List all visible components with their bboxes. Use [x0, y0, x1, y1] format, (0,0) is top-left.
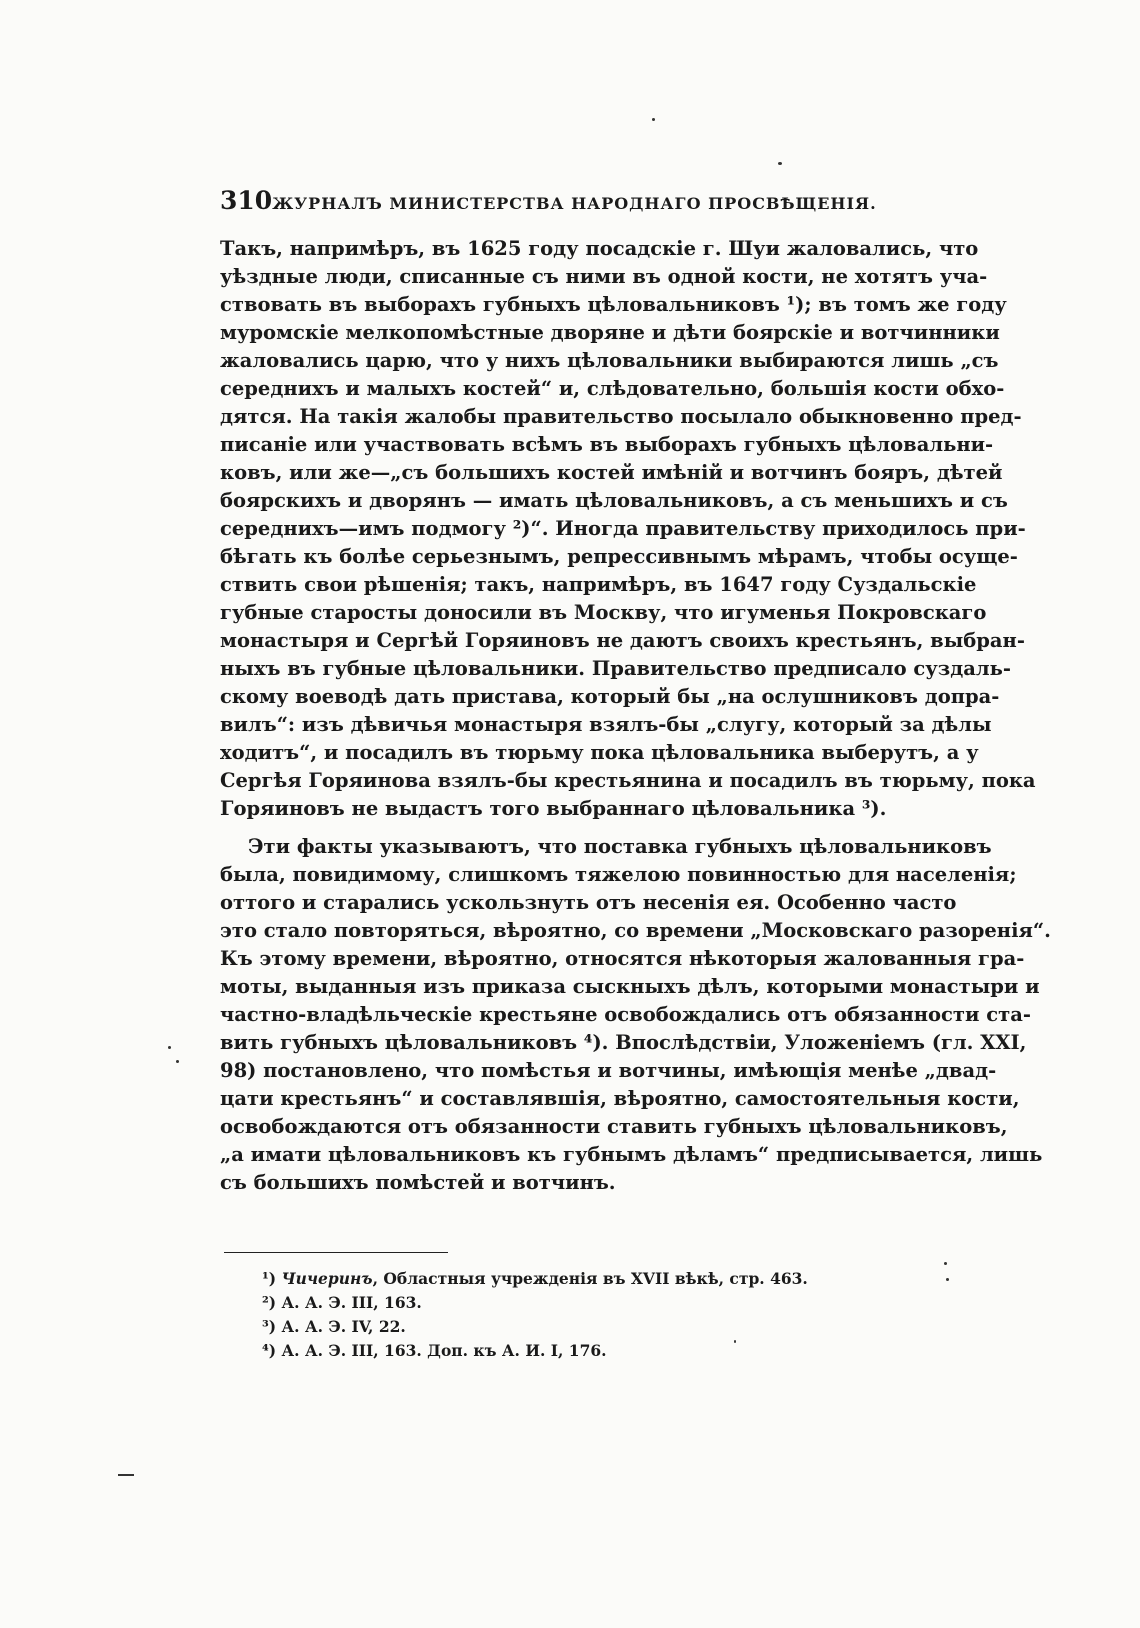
running-head-title: ЖУРНАЛЪ МИНИСТЕРСТВА НАРОДНАГО ПРОСВѢЩЕНІЯ. — [272, 194, 877, 213]
footnote-4 — [262, 1340, 607, 1362]
body-line: скому воеводѣ дать пристава, который бы „на ослушниковъ допра- — [220, 685, 1000, 708]
body-line: вить губныхъ цѣловальниковъ ⁴). Впослѣдствіи, Уложеніемъ (гл. XXI, — [220, 1031, 1027, 1054]
footnote-author: Чичеринъ — [281, 1269, 373, 1288]
body-line: ствить свои рѣшенія; такъ, напримѣръ, въ 1647 году Суздальскіе — [220, 573, 977, 596]
body-line: ныхъ въ губные цѣловальники. Правительство предписало суздаль- — [220, 657, 1011, 680]
footnote-2 — [262, 1292, 422, 1314]
body-line: середнихъ и малыхъ костей“ и, слѣдовательно, большія кости обхо- — [220, 377, 1005, 400]
body-line: это стало повторяться, вѣроятно, со времени „Московскаго разоренія“. — [220, 919, 1051, 942]
body-line: уѣздные люди, списанные съ ними въ одной кости, не хотятъ уча- — [220, 265, 988, 288]
body-line: муромскіе мелкопомѣстные дворяне и дѣти боярскіе и вотчинники — [220, 321, 1000, 344]
scan-speck — [946, 1278, 949, 1281]
body-line: 98) постановлено, что помѣстья и вотчины, имѣющія менѣе „двад- — [220, 1059, 997, 1082]
footnote-text: А. А. Э. IV, 22. — [281, 1317, 406, 1336]
scan-speck — [944, 1262, 947, 1265]
footnote-text: , Областныя учрежденія въ XVII вѣкѣ, стр. 463. — [372, 1269, 808, 1288]
footnote-1 — [262, 1268, 808, 1290]
footnote-marker: ¹) — [262, 1269, 277, 1288]
body-line: вилъ“: изъ дѣвичья монастыря взялъ-бы „слугу, который за дѣлы — [220, 713, 992, 736]
footnote-text: А. А. Э. III, 163. — [281, 1293, 422, 1312]
body-line: съ большихъ помѣстей и вотчинъ. — [220, 1171, 616, 1194]
body-line: писаніе или участвовать всѣмъ въ выборахъ губныхъ цѣловальни- — [220, 433, 994, 456]
body-line: Эти факты указываютъ, что поставка губныхъ цѣловальниковъ — [248, 835, 992, 858]
body-line: жаловались царю, что у нихъ цѣловальники выбираются лишь „съ — [220, 349, 999, 372]
footnote-marker: ³) — [262, 1317, 277, 1336]
body-line: губные старосты доносили въ Москву, что игуменья Покровскаго — [220, 601, 987, 624]
scan-speck — [652, 118, 655, 121]
body-line: ствовать въ выборахъ губныхъ цѣловальниковъ ¹); въ томъ же году — [220, 293, 1007, 316]
body-line: Къ этому времени, вѣроятно, относятся нѣкоторыя жалованныя гра- — [220, 947, 1025, 970]
body-line: была, повидимому, слишкомъ тяжелою повинностью для населенія; — [220, 863, 1017, 886]
body-line: частно-владѣльческіе крестьяне освобождались отъ обязанности ста- — [220, 1003, 1031, 1026]
body-line: Такъ, напримѣръ, въ 1625 году посадскіе г. Шуи жаловались, что — [220, 237, 979, 260]
body-line: „а имати цѣловальниковъ къ губнымъ дѣламъ“ предписывается, лишь — [220, 1143, 1043, 1166]
body-line: ковъ, или же—„съ большихъ костей имѣній и вотчинъ бояръ, дѣтей — [220, 461, 1003, 484]
body-line: монастыря и Сергѣй Горяиновъ не даютъ своихъ крестьянъ, выбран- — [220, 629, 1025, 652]
footnote-text: А. А. Э. III, 163. Доп. къ А. И. I, 176. — [281, 1341, 607, 1360]
body-line: моты, выданныя изъ приказа сыскныхъ дѣлъ, которыми монастыри и — [220, 975, 1040, 998]
page-number: 310 — [220, 186, 273, 215]
scan-speck — [168, 1046, 171, 1049]
running-header — [220, 186, 877, 215]
body-line: бѣгать къ болѣе серьезнымъ, репрессивнымъ мѣрамъ, чтобы осуще- — [220, 545, 1018, 568]
body-line: ходитъ“, и посадилъ въ тюрьму пока цѣловальника выберутъ, а у — [220, 741, 979, 764]
scan-speck — [734, 1340, 736, 1343]
body-line: цати крестьянъ“ и составлявшія, вѣроятно, самостоятельныя кости, — [220, 1087, 1020, 1110]
footnote-rule — [224, 1252, 448, 1253]
footnote-marker: ²) — [262, 1293, 277, 1312]
body-line: дятся. На такія жалобы правительство посылало обыкновенно пред- — [220, 405, 1022, 428]
footnote-marker: ⁴) — [262, 1341, 277, 1360]
scan-mark — [118, 1474, 134, 1476]
body-line: освобождаются отъ обязанности ставить губныхъ цѣловальниковъ, — [220, 1115, 1008, 1138]
scan-speck — [778, 162, 782, 165]
body-line: Горяиновъ не выдастъ того выбраннаго цѣловальника ³). — [220, 797, 887, 820]
body-line: оттого и старались ускользнуть отъ несенія ея. Особенно часто — [220, 891, 957, 914]
body-line: середнихъ—имъ подмогу ²)“. Иногда правительству приходилось при- — [220, 517, 1026, 540]
body-line: Сергѣя Горяинова взялъ-бы крестьянина и посадилъ въ тюрьму, пока — [220, 769, 1036, 792]
scan-speck — [176, 1060, 179, 1063]
footnote-3 — [262, 1316, 406, 1338]
body-line: боярскихъ и дворянъ — имать цѣловальниковъ, а съ меньшихъ и съ — [220, 489, 1008, 512]
